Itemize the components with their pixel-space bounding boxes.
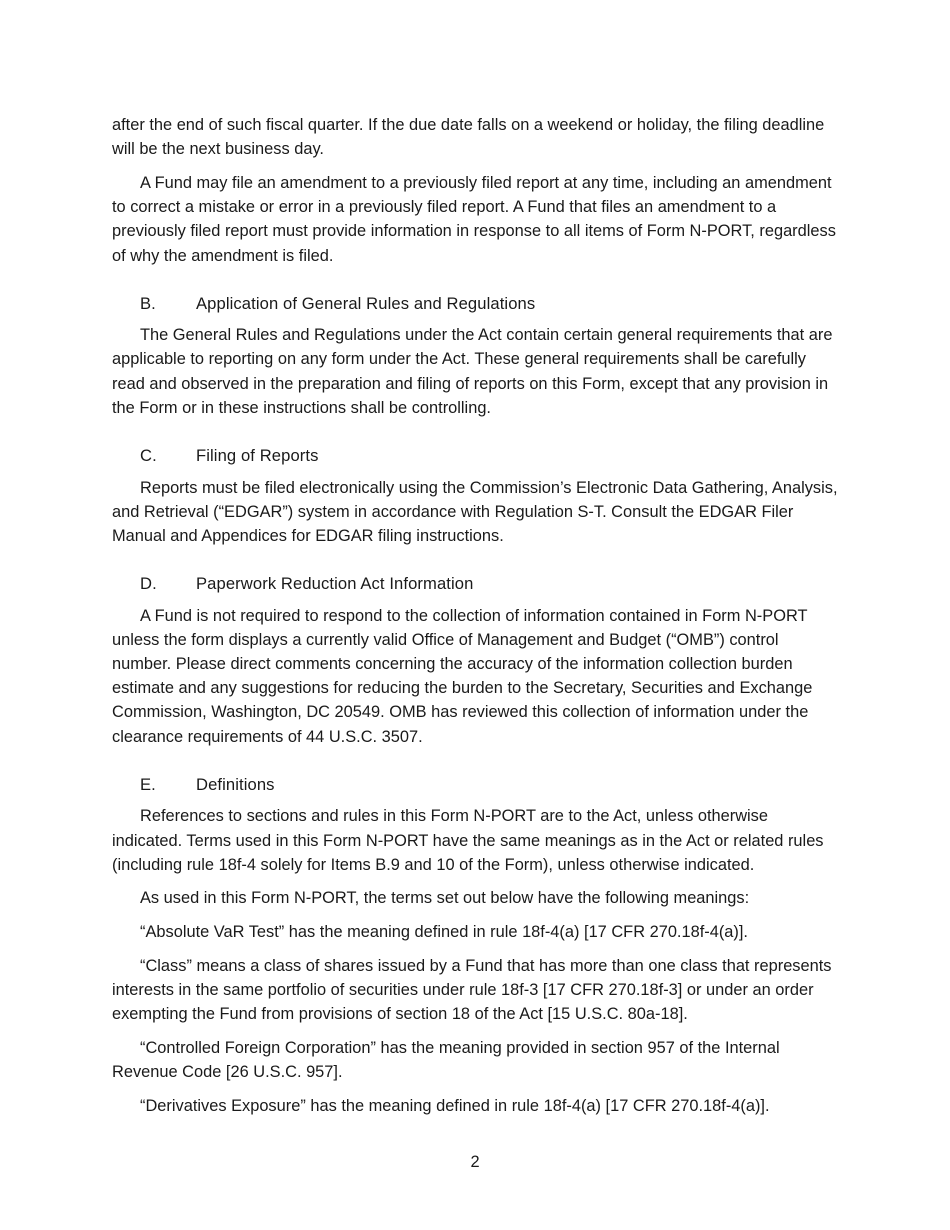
page-number: 2	[470, 1153, 480, 1171]
section-body-b: The General Rules and Regulations under the Act contain certain general requirements that are applicable to reporting on any form under the Act. These general requirements shall be carefully read and observed in the preparation and filing of reports on this Form, except that any provision in the Form or in these instructions shall be controlling.	[112, 326, 833, 417]
section-body-e-references: References to sections and rules in this Form N-PORT are to the Act, unless otherwise indicated. Terms used in this Form N-PORT have the same meanings as in the Act or related rules (including rule 18f-4 solely for Items B.9 and 10 of the Form), unless otherwise indicated.	[112, 807, 824, 874]
section-title-d: Paperwork Reduction Act Information	[196, 574, 474, 594]
section-body-d: A Fund is not required to respond to the collection of information contained in Form N-PORT unless the form displays a currently valid Office of Management and Budget (“OMB”) control number. Please direct comments concerning the accuracy of the information collection burden estimate and any suggestions for reducing the burden to the Secretary, Securities and Exchange Commission, Washington, DC 20549. OMB has reviewed this collection of information under the clearance requirements of 44 U.S.C. 3507.	[112, 606, 813, 746]
paragraph-due-date: after the end of such fiscal quarter. If the due date falls on a weekend or holiday, the filing deadline will be the next business day.	[112, 116, 825, 159]
section-letter-d: D.	[140, 574, 157, 594]
section-heading-b	[112, 292, 840, 316]
section-title-b: Application of General Rules and Regulations	[196, 293, 536, 313]
section-heading-e	[112, 773, 840, 797]
definition-controlled-foreign-corporation: “Controlled Foreign Corporation” has the meaning provided in section 957 of the Internal Revenue Code [26 U.S.C. 957].	[112, 1038, 780, 1082]
document-page	[112, 113, 840, 1128]
section-title-e: Definitions	[196, 774, 275, 794]
section-heading-d	[112, 572, 840, 596]
section-body-e-intro: As used in this Form N-PORT, the terms set out below have the following meanings:	[140, 889, 750, 908]
definition-class: “Class” means a class of shares issued by a Fund that has more than one class that represents interests in the same portfolio of securities under rule 18f-3 [17 CFR 270.18f-3] or under an order exempting the Fund from provisions of section 18 of the Act [15 U.S.C. 80a-18].	[112, 956, 832, 1024]
section-letter-e: E.	[140, 774, 156, 794]
section-body-c: Reports must be filed electronically using the Commission’s Electronic Data Gathering, Analysis, and Retrieval (“EDGAR”) system in accordance with Regulation S-T. Consult the EDGAR Filer Manual and Appendices for EDGAR filing instructions.	[112, 478, 838, 545]
definition-absolute-var-test: “Absolute VaR Test” has the meaning defined in rule 18f-4(a) [17 CFR 270.18f-4(a)].	[140, 923, 748, 942]
section-letter-c: C.	[140, 446, 157, 466]
section-letter-b: B.	[140, 293, 156, 313]
section-title-c: Filing of Reports	[196, 446, 319, 466]
definition-derivatives-exposure: “Derivatives Exposure” has the meaning defined in rule 18f-4(a) [17 CFR 270.18f-4(a)].	[140, 1096, 770, 1115]
paragraph-amendment: A Fund may file an amendment to a previously filed report at any time, including an amendment to correct a mistake or error in a previously filed report. A Fund that files an amendment to a previously filed report must provide information in response to all items of Form N-PORT, regardless of why the amendment is filed.	[112, 173, 836, 265]
section-heading-c	[112, 444, 840, 468]
